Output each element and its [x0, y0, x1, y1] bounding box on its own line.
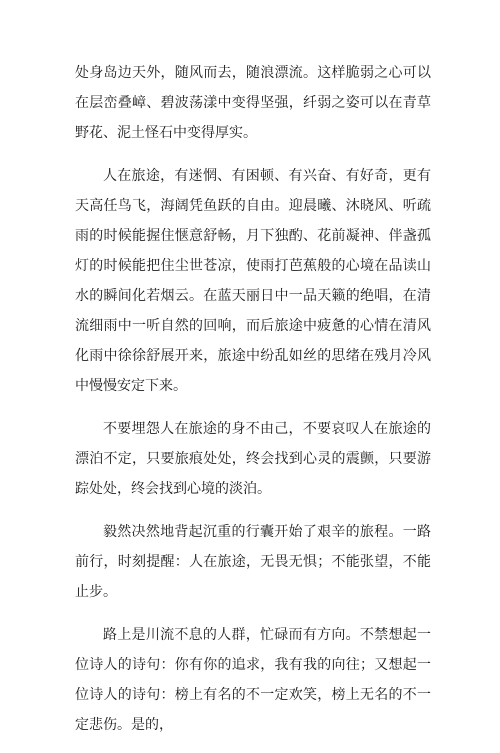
document-body: [75, 58, 431, 753]
paragraph-4: 毅然决然地背起沉重的行囊开始了艰辛的旅程。一路前行，时刻提醒：人在旅途，无畏无惧；不能张望，不能止步。: [75, 524, 431, 600]
paragraph-2: 人在旅途，有迷惘、有困顿、有兴奋、有好奇，更有天高任鸟飞，海阔凭鱼跃的自由。迎晨曦、沐晓风、听疏雨的时候能握住惬意舒畅，月下独酌、花前凝神、伴盏孤灯的时候能把住尘世苍凉，使雨打芭蕉般的心境在品读山水的瞬间化若烟云。在蓝天丽日中一品天籁的绝唱，在清流细雨中一听自然的回响，而后旅途中疲惫的心情在清风化雨中徐徐舒展开来，旅途中纷乱如丝的思绪在残月冷风中慢慢安定下来。: [75, 168, 431, 394]
paragraph-1: 处身岛边天外，随风而去，随浪漂流。这样脆弱之心可以在层峦叠嶂、碧波荡漾中变得坚强，纤弱之姿可以在青草野花、泥土怪石中变得厚实。: [75, 65, 431, 141]
paragraph-3: 不要埋怨人在旅途的身不由己，不要哀叹人在旅途的漂泊不定，只要旅痕处处，终会找到心灵的震颤，只要游踪处处，终会找到心境的淡泊。: [75, 421, 431, 497]
paragraph-5: 路上是川流不息的人群，忙碌而有方向。不禁想起一位诗人的诗句：你有你的追求，我有我的向往；又想起一位诗人的诗句：榜上有名的不一定欢笑，榜上无名的不一定悲伤。是的，: [75, 627, 431, 733]
